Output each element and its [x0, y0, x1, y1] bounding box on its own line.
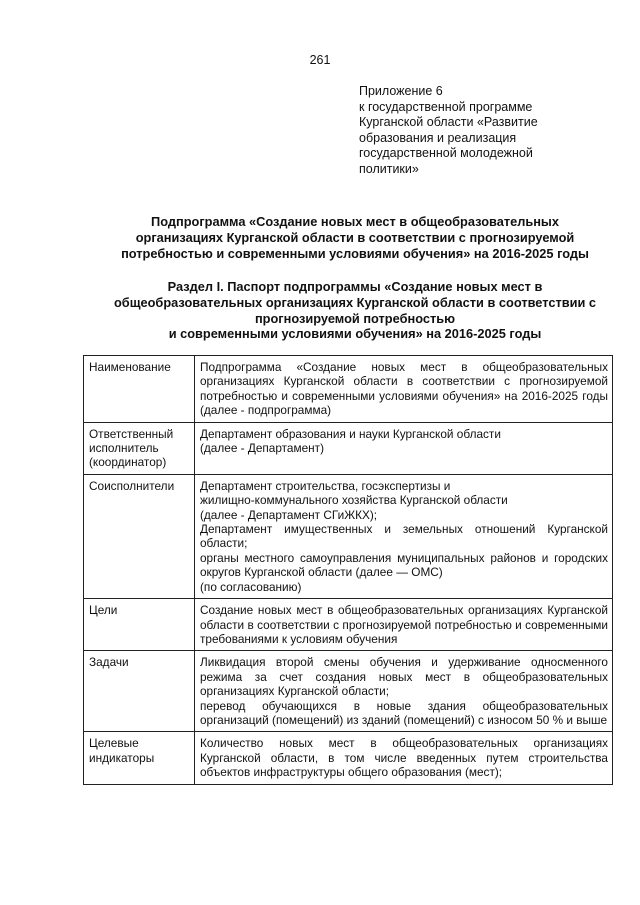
- value-line: Создание новых мест в общеобразовательных организациях Курганской области в соответствии с прогнозируемой потребностью и современными требованиями к условиям обучения: [200, 603, 608, 646]
- row-value: [195, 651, 613, 732]
- value-line: жилищно-коммунального хозяйства Курганской области: [200, 493, 508, 508]
- appendix-line: политики»: [359, 161, 419, 176]
- subprogram-title-line: Подпрограмма «Создание новых мест в общеобразовательных: [151, 214, 559, 229]
- value-line: (далее - Департамент СГиЖКХ);: [200, 507, 378, 522]
- label-line: Задачи: [89, 655, 129, 670]
- subprogram-title: [60, 214, 640, 261]
- value-line: (далее - Департамент): [200, 441, 325, 456]
- row-label: [84, 474, 195, 598]
- row-label: [84, 422, 195, 474]
- section-title-line: и современными условиями обучения» на 2016-2025 годы: [168, 326, 542, 342]
- label-line: Наименование: [89, 360, 171, 374]
- table-row: [84, 474, 613, 598]
- value-line: Департамент имущественных и земельных отношений Курганской области;: [200, 522, 608, 551]
- label-line: Ответственный: [89, 426, 174, 441]
- row-value: [195, 356, 613, 423]
- appendix-line: Приложение 6: [359, 84, 443, 98]
- value-line: Подпрограмма «Создание новых мест в общеобразовательных организациях Курганской области в соответствии с прогнозируемой потребностью и современными условиями обучения» на 2016-2025 годы (далее - подпрограмма): [200, 360, 608, 418]
- section-title-line: Раздел I. Паспорт подпрограммы «Создание новых мест в: [167, 279, 543, 294]
- row-value: [195, 422, 613, 474]
- label-line: Целевые: [89, 736, 139, 751]
- row-label: [84, 732, 195, 784]
- value-line: (по согласованию): [200, 579, 302, 594]
- label-line: Соисполнители: [89, 478, 175, 493]
- value-line: Количество новых мест в общеобразовательных организациях Курганской области, в том числе введенных путем строительства объектов инфраструктуры общего образования (мест);: [200, 736, 608, 780]
- row-value: [195, 474, 613, 598]
- passport-table: [83, 355, 613, 785]
- label-line: индикаторы: [89, 750, 155, 765]
- section-title-line: общеобразовательных организациях Курганской области в соответствии с: [113, 294, 596, 310]
- label-line: Цели: [89, 603, 118, 618]
- value-line: перевод обучающихся в новые здания общеобразовательных организаций (помещений) из зданий (помещений) с износом 50 % и выше: [200, 698, 608, 727]
- value-line: Департамент образования и науки Курганской области: [200, 426, 501, 441]
- appendix-line: государственной молодежной: [359, 146, 533, 161]
- label-line: (координатор): [89, 455, 167, 470]
- appendix-line: к государственной программе: [359, 99, 533, 114]
- appendix-line: Курганской области «Развитие: [359, 115, 538, 130]
- subprogram-title-line: потребностью и современными условиями обучения» на 2016-2025 годы: [121, 245, 589, 261]
- table-row: [84, 356, 613, 423]
- table-row: [84, 651, 613, 732]
- page-number: 261: [309, 53, 331, 67]
- row-label: [84, 599, 195, 651]
- label-line: исполнитель: [89, 441, 159, 456]
- value-line: Ликвидация второй смены обучения и удерживание односменного режима за счет создания новых мест в общеобразовательных организациях Курганской области;: [200, 655, 608, 699]
- value-line: органы местного самоуправления муниципальных районов и городских округов Курганской области (далее — ОМС): [200, 550, 608, 580]
- row-label: [84, 651, 195, 732]
- table-row: [84, 732, 613, 784]
- section-title: [60, 279, 640, 342]
- appendix-line: образования и реализация: [359, 130, 517, 145]
- value-line: Департамент строительства, госэкспертизы и: [200, 478, 451, 493]
- subprogram-title-line: организациях Курганской области в соответствии с прогнозируемой: [135, 229, 575, 245]
- row-value: [195, 599, 613, 651]
- row-label: [84, 356, 195, 423]
- section-title-line: прогнозируемой потребностью: [254, 310, 456, 326]
- table-row: [84, 599, 613, 651]
- table-row: [84, 422, 613, 474]
- appendix-note: [359, 84, 599, 178]
- row-value: [195, 732, 613, 784]
